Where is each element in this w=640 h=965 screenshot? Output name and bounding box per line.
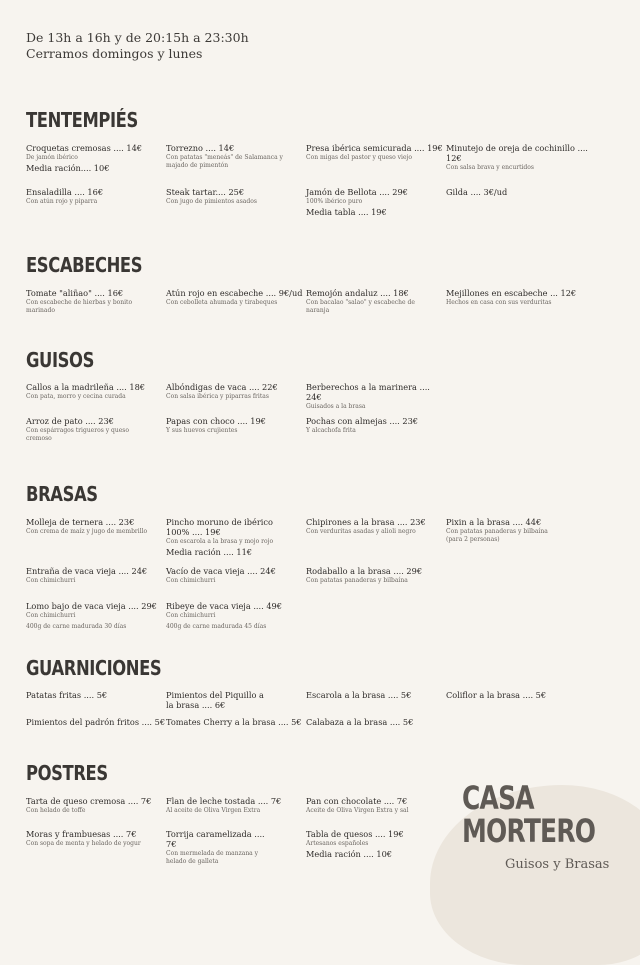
item-desc-secondary: 400g de carne madurada 30 días	[26, 622, 127, 630]
menu-item	[166, 288, 306, 307]
item-name: Torrija caramelizada .... 7€	[166, 829, 265, 849]
item-name: Moras y frambuesas .... 7€	[26, 829, 137, 839]
item-name: Flan de leche tostada .... 7€	[166, 796, 282, 806]
item-name: Lomo bajo de vaca vieja .... 29€	[26, 601, 157, 611]
item-name: Tomate "aliñao" .... 16€	[26, 288, 124, 298]
menu-item	[306, 690, 446, 700]
item-desc: 100% ibérico puro	[306, 198, 363, 205]
menu-item	[446, 690, 586, 700]
item-name: Callos a la madrileña .... 18€	[26, 382, 145, 392]
item-name: Pimientos del Piquillo a la brasa .... 6€	[166, 690, 264, 710]
item-desc: Con mermelada de manzana y helado de galleta	[166, 850, 259, 865]
item-name: Pochas con almejas .... 23€	[306, 416, 419, 426]
closed-days-text: Cerramos domingos y lunes	[26, 46, 203, 61]
item-desc-secondary: 400g de carne madurada 45 días	[166, 622, 267, 630]
item-desc: Al aceite de Oliva Virgen Extra	[166, 807, 261, 814]
menu-item	[26, 601, 166, 630]
item-desc: Y alcachofa frita	[306, 427, 356, 434]
section-title-brasas: BRASAS	[26, 482, 98, 506]
item-name: Steak tartar.... 25€	[166, 187, 245, 197]
menu-item	[26, 690, 166, 700]
item-name: Entraña de vaca vieja .... 24€	[26, 566, 148, 576]
item-desc: Guisados a la brasa	[306, 403, 366, 410]
item-name: Vacío de vaca vieja .... 24€	[166, 566, 276, 576]
item-extra: Media ración .... 10€	[306, 848, 393, 859]
item-desc: Con pata, morro y cecina curada	[26, 393, 126, 400]
item-desc: Y sus huevos crujientes	[166, 427, 238, 434]
menu-item	[306, 288, 426, 314]
item-name: Coliflor a la brasa .... 5€	[446, 690, 547, 700]
menu-item	[166, 601, 306, 630]
item-desc: Con escabeche de hierbas y bonito marinado	[26, 299, 133, 314]
item-name: Torrezno .... 14€	[166, 143, 235, 153]
item-name: Minutejo de oreja de cochinillo .... 12€	[446, 143, 588, 163]
menu-item	[26, 796, 166, 815]
menu-item	[26, 187, 166, 206]
item-name: Papas con choco .... 19€	[166, 416, 266, 426]
item-name: Presa ibérica semicurada .... 19€	[306, 143, 443, 153]
item-desc: Con salsa brava y encurtidos	[446, 164, 534, 171]
menu-item	[446, 187, 586, 197]
item-name: Jamón de Bellota .... 29€	[306, 187, 408, 197]
opening-hours	[26, 30, 249, 62]
item-desc: Artesanos españoles	[306, 840, 369, 847]
item-desc: Con espárragos trigueros y queso cremoso	[26, 427, 129, 442]
item-name: Albóndigas de vaca .... 22€	[166, 382, 278, 392]
item-desc: Con atún rojo y piparra	[26, 198, 98, 205]
item-name: Tarta de queso cremosa .... 7€	[26, 796, 152, 806]
menu-item	[26, 517, 166, 536]
menu-item	[26, 717, 166, 727]
item-name: Berberechos a la marinera .... 24€	[306, 382, 430, 402]
menu-item	[26, 416, 144, 442]
item-name: Ensaladilla .... 16€	[26, 187, 104, 197]
menu-item	[166, 717, 306, 727]
item-desc: Hechos en casa con sus verduritas	[446, 299, 552, 306]
item-desc: Con migas del pastor y queso viejo	[306, 154, 412, 161]
logo-line-1: CASA	[462, 779, 534, 817]
item-name: Chipirones a la brasa .... 23€	[306, 517, 426, 527]
item-name: Rodaballo a la brasa .... 29€	[306, 566, 423, 576]
menu-item	[26, 566, 166, 585]
item-name: Gilda .... 3€/ud	[446, 187, 508, 197]
menu-item	[306, 382, 446, 411]
item-desc: Con salsa ibérica y piparras fritas	[166, 393, 269, 400]
section-title-guisos: GUISOS	[26, 348, 94, 372]
item-extra: Media ración .... 11€	[166, 546, 253, 557]
item-desc: Con patatas panaderas y bilbaína (para 2 personas)	[446, 528, 548, 543]
item-desc: Con bacalao "salao" y escabeche de naranja	[306, 299, 415, 314]
logo-line-2: MORTERO	[462, 812, 596, 850]
item-desc: Con jugo de pimientos asados	[166, 198, 257, 205]
item-name: Tabla de quesos .... 19€	[306, 829, 404, 839]
item-name: Atún rojo en escabeche .... 9€/ud	[166, 288, 303, 298]
menu-item	[446, 517, 556, 543]
menu-item	[166, 829, 276, 865]
item-extra: Media ración.... 10€	[26, 162, 110, 173]
menu-item	[166, 416, 306, 435]
item-name: Remojón andaluz .... 18€	[306, 288, 409, 298]
item-name: Escarola a la brasa .... 5€	[306, 690, 412, 700]
item-desc: Con crema de maíz y jugo de membrillo	[26, 528, 148, 535]
logo-tagline: Guisos y Brasas	[505, 857, 610, 872]
item-desc: Con chimichurri	[166, 612, 216, 619]
menu-item	[166, 566, 306, 585]
menu-item	[306, 829, 446, 859]
menu-item	[26, 143, 166, 173]
menu-item	[306, 416, 446, 435]
item-name: Mejillones en escabeche ... 12€	[446, 288, 577, 298]
menu-item	[306, 187, 446, 217]
item-name: Pixin a la brasa .... 44€	[446, 517, 542, 527]
section-title-escabeches: ESCABECHES	[26, 253, 143, 277]
item-desc: Con chimichurri	[166, 577, 216, 584]
menu-item	[166, 382, 306, 401]
menu-item	[166, 143, 306, 169]
menu-item	[26, 829, 166, 848]
menu-item	[446, 288, 606, 307]
menu-item	[306, 143, 446, 162]
menu-item	[306, 517, 446, 536]
menu-item	[306, 796, 446, 815]
item-name: Pincho moruno de ibérico 100% .... 19€	[166, 517, 273, 537]
menu-item	[306, 717, 446, 727]
hours-text: De 13h a 16h y de 20:15h a 23:30h	[26, 30, 249, 45]
item-desc: Con chimichurri	[26, 577, 76, 584]
item-name: Ribeye de vaca vieja .... 49€	[166, 601, 282, 611]
item-name: Croquetas cremosas .... 14€	[26, 143, 143, 153]
menu-item	[26, 382, 166, 401]
item-name: Calabaza a la brasa .... 5€	[306, 717, 414, 727]
item-name: Pan con chocolate .... 7€	[306, 796, 408, 806]
menu-item	[166, 517, 276, 557]
menu-item	[446, 143, 606, 172]
menu-item	[166, 690, 266, 710]
menu-item	[26, 288, 144, 314]
item-desc: Con verduritas asadas y alioli negro	[306, 528, 416, 535]
item-desc: Con sopa de menta y helado de yogur	[26, 840, 141, 847]
section-title-guarniciones: GUARNICIONES	[26, 656, 162, 680]
item-desc: Con patatas "meneás" de Salamanca y majado de pimentón	[166, 154, 283, 169]
item-desc: Con helado de toffe	[26, 807, 86, 814]
item-name: Arroz de pato .... 23€	[26, 416, 114, 426]
section-title-postres: POSTRES	[26, 761, 108, 785]
item-desc: Con chimichurri	[26, 612, 76, 619]
item-desc: Con cebolleta ahumada y tirabeques	[166, 299, 278, 306]
item-name: Pimientos del padrón fritos .... 5€	[26, 717, 166, 727]
item-name: Molleja de ternera .... 23€	[26, 517, 135, 527]
item-extra: Media tabla .... 19€	[306, 206, 387, 217]
item-name: Tomates Cherry a la brasa .... 5€	[166, 717, 302, 727]
menu-item	[306, 566, 446, 585]
menu-item	[166, 796, 306, 815]
item-name: Patatas fritas .... 5€	[26, 690, 108, 700]
brand-logo	[462, 779, 633, 872]
item-desc: De jamón ibérico	[26, 154, 78, 161]
item-desc: Aceite de Oliva Virgen Extra y sal	[306, 807, 409, 814]
item-desc: Con escarola a la brasa y mojo rojo	[166, 538, 274, 545]
menu-item	[166, 187, 306, 206]
section-title-tentempies: TENTEMPIÉS	[26, 108, 138, 132]
item-desc: Con patatas panaderas y bilbaína	[306, 577, 408, 584]
